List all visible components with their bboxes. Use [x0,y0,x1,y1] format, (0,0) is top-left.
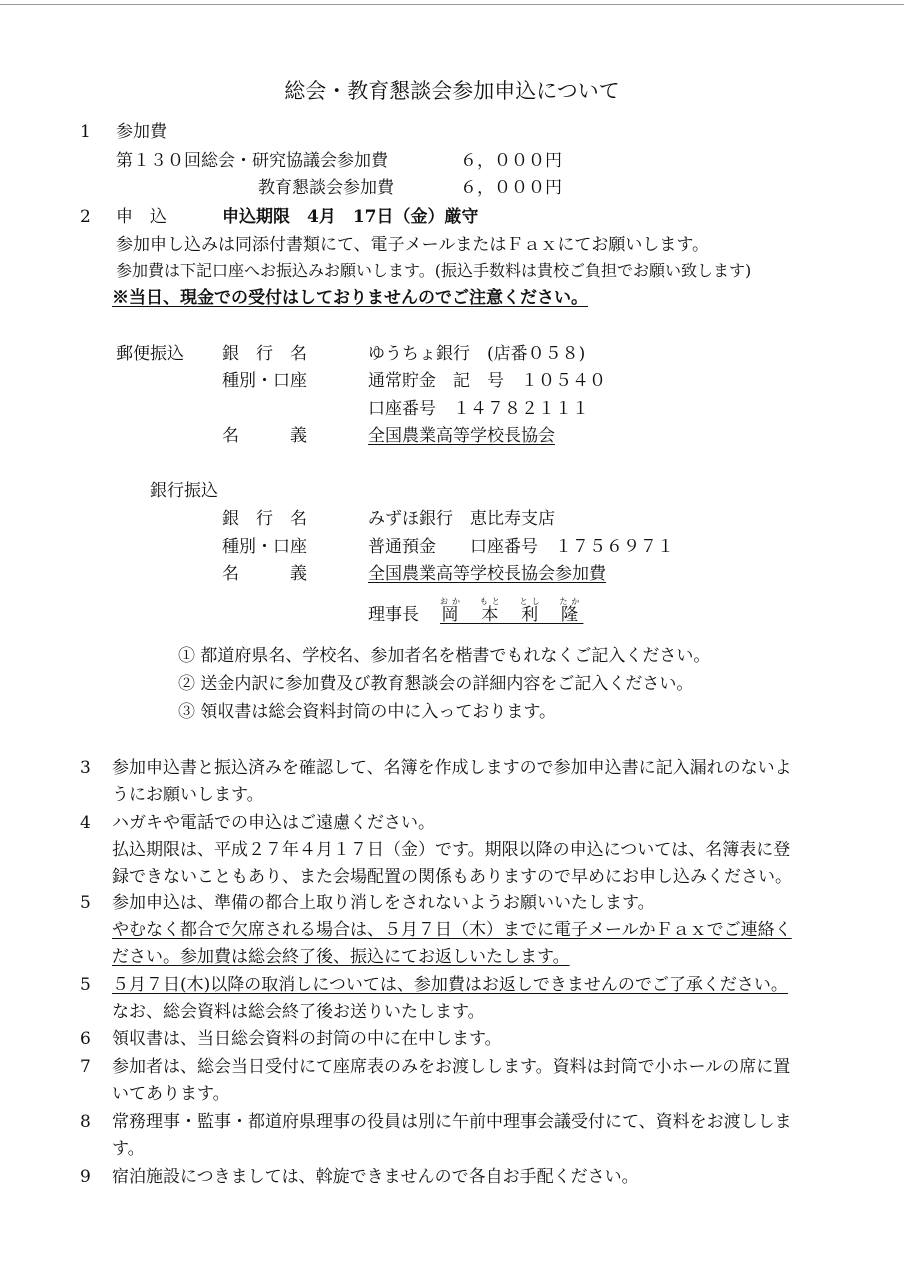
chairman-title: 理事長 [368,605,419,625]
item-5b-number: 5 [80,975,91,995]
note-1: ① 都道府県名、学校名、参加者名を楷書でもれなくご記入ください。 [178,646,711,666]
chairman-name [440,597,583,630]
postal-type-value: 通常貯金 記 号 １０５４０ [368,371,606,391]
section-1-number: 1 [80,122,91,142]
postal-account-number: 口座番号 １４７８２１１１ [368,399,589,419]
item-8-line-1: 常務理事・監事・都道府県理事の役員は別に午前中理事会議受付にて、資料をお渡ししま [112,1112,792,1132]
item-9-line-1: 宿泊施設につきましては、斡旋できませんので各自お手配ください。 [112,1167,639,1187]
note-3: ③ 領収書は総会資料封筒の中に入っております。 [178,702,557,722]
top-border-line [0,4,904,5]
fee-1-amount: ６，０００円 [460,151,562,171]
section-2-number: 2 [80,207,91,227]
item-8-line-2: す。 [112,1139,145,1159]
item-9-number: 9 [80,1167,91,1187]
item-5a-line-3: ださい。参加費は総会終了後、振込にてお返しいたします。 [112,947,570,967]
bank-transfer-label: 銀行振込 [150,481,218,501]
postal-bank-label: 銀 行 名 [222,344,307,364]
section-2-line-1: 参加申し込みは同添付書類にて、電子メールまたはＦａｘにてお願いします。 [116,235,709,255]
chairman-name-char: 本もと [479,597,504,625]
item-6-line-1: 領収書は、当日総会資料の封筒の中に在中します。 [112,1029,502,1049]
item-5a-number: 5 [80,893,91,913]
chairman-name-char: 岡おか [440,597,464,625]
item-4-line-3: 録できないこともあり、また会場配置の関係もありますので早めにお申し込みください。 [112,867,792,887]
fee-1-label: 第１３０回総会・研究協議会参加費 [116,151,388,171]
postal-type-label: 種別・口座 [222,371,307,391]
note-2: ② 送金内訳に参加費及び教育懇談会の詳細内容をご記入ください。 [178,674,694,694]
postal-name-label: 名 義 [222,426,307,446]
bank-type-value: 普通預金 口座番号 １７５６９７１ [368,537,674,557]
postal-bank-value: ゆうちょ銀行 (店番０５８) [368,344,586,364]
item-4-number: 4 [80,813,91,833]
chairman-name-char: 利とし [519,597,544,625]
bank-bank-value: みずほ銀行 恵比寿支店 [368,509,555,529]
item-5b-line-2: なお、総会資料は総会終了後お送りいたします。 [112,1002,485,1022]
item-3-number: 3 [80,758,91,778]
item-3-line-2: うにお願いします。 [112,785,264,805]
section-2-line-2: 参加費は下記口座へお振込みお願いします。(振込手数料は貴校ご負担でお願い致します) [116,261,752,280]
application-deadline: 申込期限 4月 17日（金）厳守 [222,207,479,227]
item-8-number: 8 [80,1112,91,1132]
fee-2-amount: ６，０００円 [460,178,562,198]
item-5b-line-1: ５月７日(木)以降の取消しについては、参加費はお返しできませんのでご了承ください。 [112,975,788,995]
item-3-line-1: 参加申込書と振込済みを確認して、名簿を作成しますので参加申込書に記入漏れのないよ [112,758,792,778]
bank-bank-label: 銀 行 名 [222,509,307,529]
bank-type-label: 種別・口座 [222,537,307,557]
section-2-heading: 申 込 [116,207,167,227]
page-title: 総会・教育懇談会参加申込について [284,79,620,103]
item-5a-line-1: 参加申込は、準備の都合上取り消しをされないようお願いいたします。 [112,893,655,913]
cash-notice: ※当日、現金での受付はしておりませんのでご注意ください。 [112,288,588,308]
chairman-name-char: 隆たか [559,597,584,625]
item-4-line-1: ハガキや電話での申込はご遠慮ください。 [112,813,435,833]
postal-account-holder: 全国農業高等学校長協会 [368,426,555,446]
item-7-line-1: 参加者は、総会当日受付にて座席表のみをお渡しします。資料は封筒で小ホールの席に置 [112,1057,791,1077]
item-7-number: 7 [80,1057,91,1077]
item-4-line-2: 払込期限は、平成２７年４月１７日（金）です。期限以降の申込については、名簿表に登 [112,840,791,860]
postal-transfer-label: 郵便振込 [116,344,184,364]
item-6-number: 6 [80,1029,91,1049]
bank-name-label: 名 義 [222,564,307,584]
fee-2-label: 教育懇談会参加費 [258,178,394,198]
section-1-heading: 参加費 [116,122,167,142]
item-5a-line-2: やむなく都合で欠席される場合は、５月７日（木）までに電子メールかＦａｘでご連絡く [112,920,792,940]
item-7-line-2: いてあります。 [112,1084,230,1104]
bank-account-holder: 全国農業高等学校長協会参加費 [368,564,606,584]
